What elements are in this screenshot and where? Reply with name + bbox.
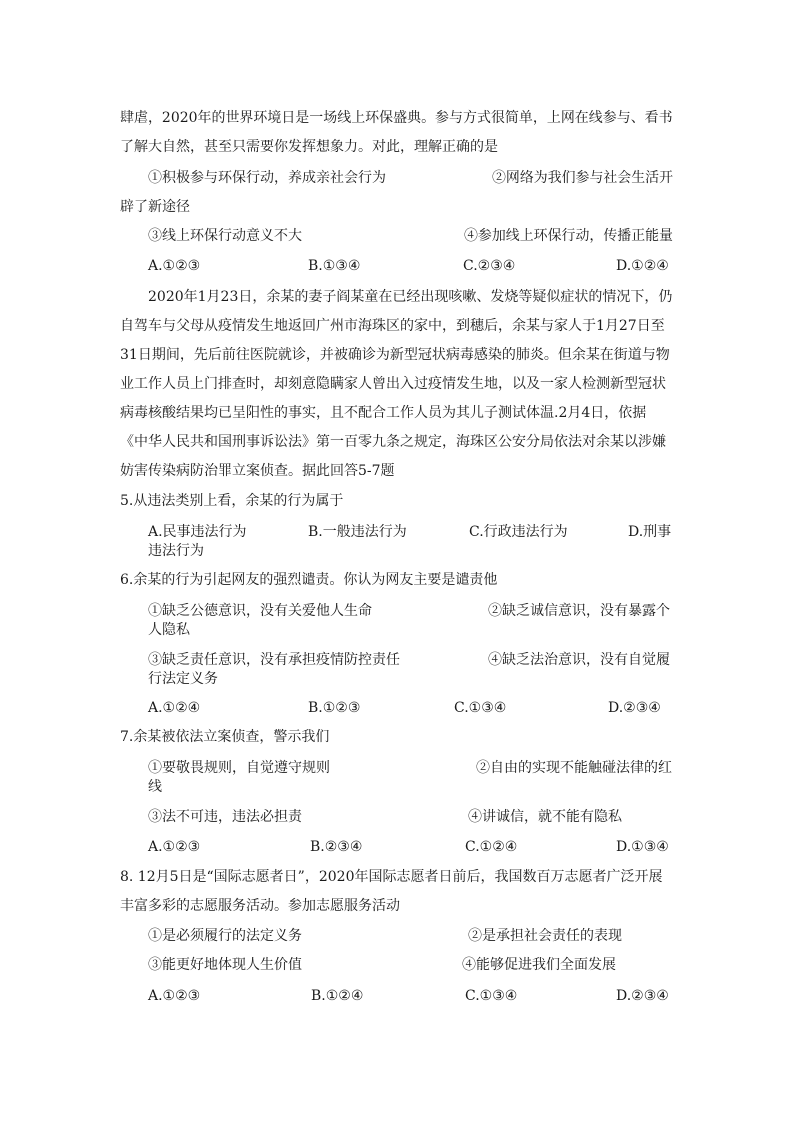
q4-option-2: ②网络为我们参与社会生活开	[492, 170, 673, 186]
q8-choice-a: A.①②③	[148, 988, 201, 1004]
passage-line-4: 业工作人员上门排查时，却刻意隐瞒家人曾出入过疫情发生地，以及一家人检测新型冠状	[120, 376, 666, 392]
q4-option-1: ①积极参与环保行动，养成亲社会行为	[148, 170, 386, 186]
q8-choice-d: D.②③④	[616, 988, 669, 1004]
q6-option-4: ④缺乏法治意识，没有自觉履	[488, 652, 670, 668]
q8-stem-line-2: 丰富多彩的志愿服务活动。参加志愿服务活动	[120, 898, 400, 914]
q5-choice-a: A.民事违法行为	[148, 524, 247, 540]
passage-line-7: 妨害传染病防治罪立案侦查。据此回答5-7题	[120, 463, 395, 479]
q5-stem: 5.从违法类别上看，余某的行为属于	[120, 493, 344, 509]
q5-choice-c: C.行政违法行为	[469, 524, 568, 540]
passage-line-1: 2020年1月23日，余某的妻子阎某童在已经出现咳嗽、发烧等疑似症状的情况下，仍	[148, 289, 673, 305]
passage-line-3: 31日期间，先后前往医院就诊，并被确诊为新型冠状病毒感染的肺炎。但余某在街道与物	[120, 347, 670, 363]
passage-line-2: 自驾车与父母从疫情发生地返回广州市海珠区的家中，到穗后，余某与家人于1月27日至	[120, 318, 665, 334]
q6-stem: 6.余某的行为引起网友的强烈谴责。你认为网友主要是谴责他	[120, 572, 498, 588]
q8-stem-line-1: 8. 12月5日是“国际志愿者日”，2020年国际志愿者日前后，我国数百万志愿者广泛开展	[120, 869, 663, 885]
q7-choice-b: B.②③④	[310, 839, 363, 855]
q7-option-4: ④讲诚信，就不能有隐私	[468, 809, 622, 825]
q7-stem: 7.余某被依法立案侦查，警示我们	[120, 729, 330, 745]
q7-option-2-cont: 线	[148, 779, 162, 795]
q6-option-4-cont: 行法定义务	[148, 671, 218, 687]
q7-choice-c: C.①②④	[465, 839, 518, 855]
q5-choice-b: B.一般违法行为	[308, 524, 407, 540]
q6-choice-c: C.①③④	[454, 700, 507, 716]
q8-choice-b: B.①②④	[311, 988, 364, 1004]
q4-choice-b: B.①③④	[308, 258, 361, 274]
q8-option-4: ④能够促进我们全面发展	[462, 957, 616, 973]
q6-choice-a: A.①②④	[148, 700, 201, 716]
q7-option-2: ②自由的实现不能触碰法律的红	[476, 760, 672, 776]
q4-choice-a: A.①②③	[148, 258, 201, 274]
q8-option-1: ①是必须履行的法定义务	[148, 928, 302, 944]
q6-option-3: ③缺乏责任意识，没有承担疫情防控责任	[148, 652, 400, 668]
q4-option-4: ④参加线上环保行动，传播正能量	[464, 228, 673, 244]
q6-choice-b: B.①②③	[308, 700, 361, 716]
q8-option-3: ③能更好地体现人生价值	[148, 957, 302, 973]
q5-choice-d-cont: 违法行为	[148, 543, 204, 559]
passage-line-6: 《中华人民共和国刑事诉讼法》第一百零九条之规定，海珠区公安分局依法对余某以涉嫌	[120, 434, 666, 450]
q4-option-2-cont: 辟了新途径	[120, 199, 190, 215]
q7-choice-a: A.①②③	[148, 839, 201, 855]
q4-choice-c: C.②③④	[463, 258, 516, 274]
q4-option-3: ③线上环保行动意义不大	[148, 228, 302, 244]
q6-option-2: ②缺乏诚信意识，没有暴露个	[488, 603, 670, 619]
q8-choice-c: C.①③④	[465, 988, 518, 1004]
q4-choice-d: D.①②④	[616, 258, 669, 274]
q7-option-1: ①要敬畏规则，自觉遵守规则	[148, 760, 330, 776]
q7-option-3: ③法不可违，违法必担责	[148, 809, 302, 825]
q8-option-2: ②是承担社会责任的表现	[468, 928, 622, 944]
passage-line-5: 病毒核酸结果均已呈阳性的事实，且不配合工作人员为其儿子测试体温.2月4日，依据	[120, 405, 647, 421]
intro-line-2: 了解大自然，甚至只需要你发挥想象力。对此，理解正确的是	[120, 139, 498, 155]
q6-option-1: ①缺乏公德意识，没有关爱他人生命	[148, 603, 372, 619]
q6-option-2-cont: 人隐私	[148, 622, 190, 638]
q6-choice-d: D.②③④	[608, 700, 661, 716]
q7-choice-d: D.①③④	[616, 839, 669, 855]
q5-choice-d: D.刑事	[628, 524, 672, 540]
intro-line-1: 肆虐，2020年的世界环境日是一场线上环保盛典。参与方式很简单，上网在线参与、看书	[120, 110, 673, 126]
